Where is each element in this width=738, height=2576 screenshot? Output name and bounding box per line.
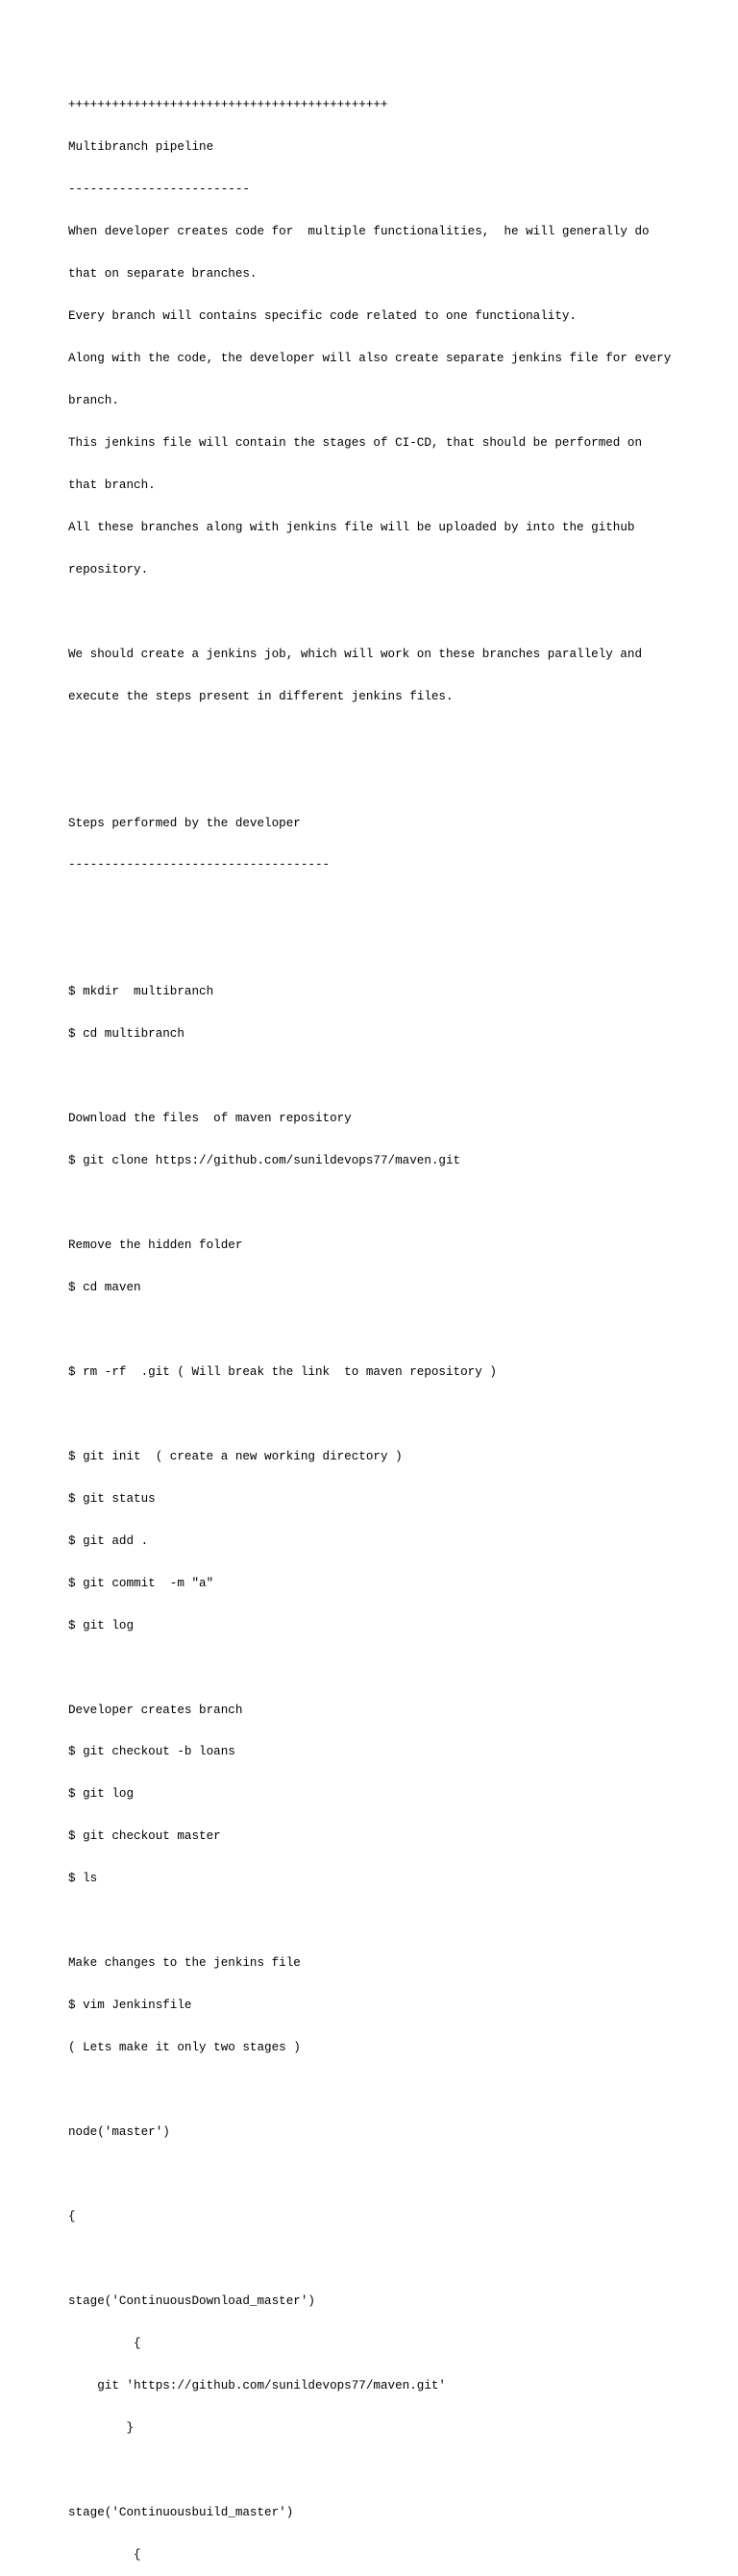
- text-line: $ cd multibranch: [68, 1027, 184, 1042]
- text-line: [68, 900, 722, 915]
- document-text: [68, 70, 722, 2576]
- text-line: We should create a jenkins job, which will work on these branches parallely and: [68, 647, 643, 661]
- text-line: stage('Continuousbuild_master'): [68, 2505, 294, 2519]
- text-line: Make changes to the jenkins file: [68, 1956, 301, 1971]
- text-line: {: [68, 2209, 76, 2223]
- text-line: git 'https://github.com/sunildevops77/maven.git': [68, 2378, 446, 2392]
- text-line: $ ls: [68, 1872, 98, 1886]
- text-line: [68, 943, 722, 957]
- text-line: [68, 732, 722, 747]
- text-line: $ vim Jenkinsfile: [68, 1999, 192, 2013]
- text-line: $ cd maven: [68, 1281, 141, 1294]
- text-line: $ git init ( create a new working directory ): [68, 1449, 403, 1463]
- text-line: [68, 2083, 722, 2098]
- text-line: repository.: [68, 562, 149, 577]
- text-line: branch.: [68, 393, 119, 407]
- text-line: $ git log: [68, 1618, 135, 1632]
- text-line: [68, 1069, 722, 1084]
- text-line: [68, 1661, 722, 1676]
- text-line: $ git checkout master: [68, 1829, 221, 1844]
- text-line: ( Lets make it only two stages ): [68, 2041, 301, 2055]
- text-line: ------------------------------------: [68, 858, 331, 872]
- text-line: $ git status: [68, 1491, 156, 1506]
- text-line: $ git log: [68, 1787, 135, 1802]
- text-line: Multibranch pipeline: [68, 140, 214, 155]
- text-line: Along with the code, the developer will also create separate jenkins file for every: [68, 352, 672, 366]
- text-line: $ rm -rf .git ( Will break the link to maven repository ): [68, 1364, 497, 1379]
- text-line: that on separate branches.: [68, 267, 258, 282]
- text-line: [68, 774, 722, 789]
- text-line: $ git clone https://github.com/sunildevops77/maven.git: [68, 1154, 461, 1168]
- text-line: When developer creates code for multiple functionalities, he will generally do: [68, 225, 650, 239]
- text-line: [68, 1196, 722, 1211]
- text-line: $ git checkout -b loans: [68, 1745, 235, 1759]
- text-line: $ mkdir multibranch: [68, 985, 214, 999]
- text-line: {: [68, 2336, 141, 2350]
- text-line: All these branches along with jenkins file will be uploaded by into the github: [68, 520, 635, 534]
- text-line: stage('ContinuousDownload_master'): [68, 2294, 315, 2308]
- text-line: ++++++++++++++++++++++++++++++++++++++++++++: [68, 98, 388, 112]
- text-line: Developer creates branch: [68, 1703, 243, 1717]
- text-line: execute the steps present in different jenkins files.: [68, 689, 454, 703]
- text-line: $ git add .: [68, 1533, 149, 1548]
- text-line: node('master'): [68, 2125, 170, 2140]
- text-line: [68, 2252, 722, 2267]
- text-line: Remove the hidden folder: [68, 1239, 243, 1253]
- text-line: [68, 1323, 722, 1337]
- text-line: }: [68, 2420, 135, 2435]
- text-line: [68, 1914, 722, 1928]
- text-line: Steps performed by the developer: [68, 816, 301, 830]
- text-line: [68, 2168, 722, 2182]
- text-line: {: [68, 2547, 141, 2562]
- text-line: This jenkins file will contain the stages of CI-CD, that should be performed on: [68, 435, 643, 450]
- text-line: -------------------------: [68, 183, 250, 197]
- text-line: $ git commit -m "a": [68, 1576, 214, 1590]
- text-line: Download the files of maven repository: [68, 1112, 352, 1126]
- text-line: that branch.: [68, 478, 156, 492]
- text-line: Every branch will contains specific code related to one functionality.: [68, 309, 578, 324]
- text-line: [68, 605, 722, 620]
- text-line: [68, 1408, 722, 1422]
- text-line: [68, 2464, 722, 2478]
